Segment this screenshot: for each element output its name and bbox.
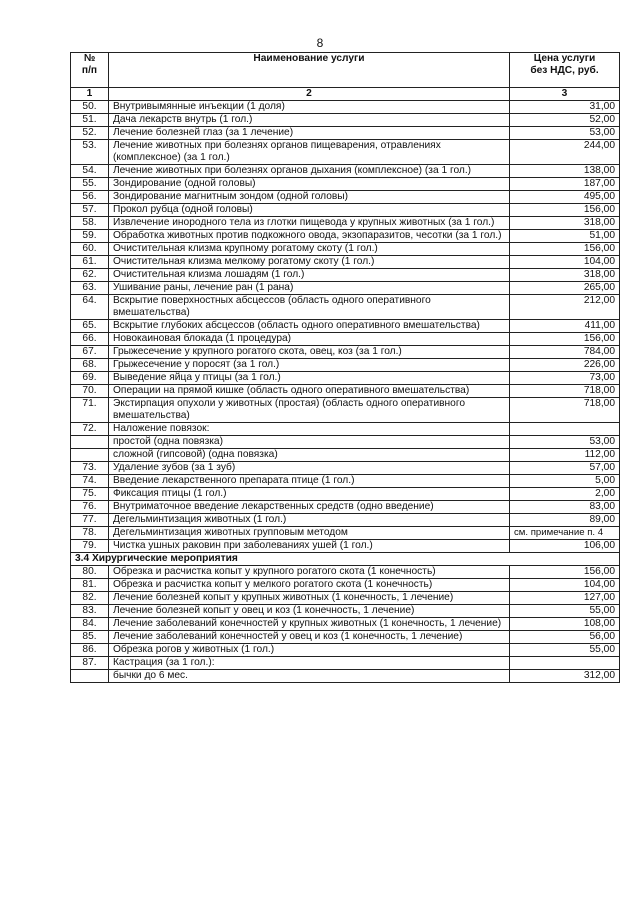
table-row [71,462,620,475]
header-num: № п/п [71,53,109,88]
header-price: Цена услуги без НДС, руб. [510,53,620,88]
row-number: 77. [71,514,109,527]
service-name: Операции на прямой кишке (область одного оперативного вмешательства) [109,385,510,398]
service-name: Дача лекарств внутрь (1 гол.) [109,114,510,127]
table-row [71,488,620,501]
price-value: 53,00 [510,127,620,140]
column-index: 1 [71,88,109,101]
service-name: Наложение повязок: [109,423,510,436]
table-row [71,333,620,346]
row-number: 57. [71,204,109,217]
service-name: Зондирование (одной головы) [109,178,510,191]
service-name: Лечение заболеваний конечностей у крупных животных (1 конечность, 1 лечение) [109,618,510,631]
price-value: 318,00 [510,269,620,282]
service-name: Кастрация (за 1 гол.): [109,657,510,670]
row-number: 78. [71,527,109,540]
service-name: Очистительная клизма лошадям (1 гол.) [109,269,510,282]
row-number: 69. [71,372,109,385]
service-name: Очистительная клизма мелкому рогатому скоту (1 гол.) [109,256,510,269]
service-name: Лечение болезней глаз (за 1 лечение) [109,127,510,140]
table-row [71,436,620,449]
price-value: 187,00 [510,178,620,191]
price-value: 104,00 [510,256,620,269]
row-number [71,449,109,462]
service-name: Грыжесечение у поросят (за 1 гол.) [109,359,510,372]
price-value: 52,00 [510,114,620,127]
row-number: 85. [71,631,109,644]
row-number: 87. [71,657,109,670]
row-number: 54. [71,165,109,178]
price-value: 138,00 [510,165,620,178]
price-value: 108,00 [510,618,620,631]
service-name: Лечение животных при болезнях органов пищеварения, отравлениях (комплексное) (за 1 гол.) [109,140,510,165]
service-name: Лечение животных при болезнях органов дыхания (комплексное) (за 1 гол.) [109,165,510,178]
price-value: 156,00 [510,566,620,579]
section-title: 3.4 Хирургические мероприятия [71,553,620,566]
price-note: см. примечание п. 4 [510,527,620,540]
table-row [71,114,620,127]
service-name: Лечение болезней копыт у крупных животных (1 конечность, 1 лечение) [109,592,510,605]
service-name: Лечение заболеваний конечностей у овец и коз (1 конечность, 1 лечение) [109,631,510,644]
row-number: 62. [71,269,109,282]
service-name: Вскрытие поверхностных абсцессов (область одного оперативного вмешательства) [109,295,510,320]
price-value: 83,00 [510,501,620,514]
table-row [71,592,620,605]
price-value: 104,00 [510,579,620,592]
service-name: Прокол рубца (одной головы) [109,204,510,217]
table-row [71,514,620,527]
price-value: 55,00 [510,644,620,657]
table-header-row [71,53,620,88]
service-name: Зондирование магнитным зондом (одной головы) [109,191,510,204]
price-value: 318,00 [510,217,620,230]
row-number: 64. [71,295,109,320]
row-number: 55. [71,178,109,191]
table-row [71,657,620,670]
table-row [71,269,620,282]
row-number: 72. [71,423,109,436]
price-value: 411,00 [510,320,620,333]
row-number: 51. [71,114,109,127]
table-row [71,320,620,333]
price-value: 2,00 [510,488,620,501]
section-heading-row [71,553,620,566]
table-row [71,372,620,385]
row-number: 82. [71,592,109,605]
price-value: 53,00 [510,436,620,449]
row-number: 75. [71,488,109,501]
price-value: 312,00 [510,670,620,683]
table-row [71,178,620,191]
service-subitem: сложной (гипсовой) (одна повязка) [109,449,510,462]
row-number: 84. [71,618,109,631]
row-number: 60. [71,243,109,256]
row-number: 76. [71,501,109,514]
table-row [71,243,620,256]
table-row [71,540,620,553]
service-name: Грыжесечение у крупного рогатого скота, овец, коз (за 1 гол.) [109,346,510,359]
price-value: 5,00 [510,475,620,488]
service-name: Обработка животных против подкожного овода, экзопаразитов, чесотки (за 1 гол.) [109,230,510,243]
table-row [71,101,620,114]
table-row [71,631,620,644]
row-number [71,670,109,683]
table-row [71,191,620,204]
table-row [71,230,620,243]
row-number: 68. [71,359,109,372]
row-number: 80. [71,566,109,579]
row-number: 71. [71,398,109,423]
price-value: 89,00 [510,514,620,527]
service-name: Вскрытие глубоких абсцессов (область одного оперативного вмешательства) [109,320,510,333]
service-name: Обрезка рогов у животных (1 гол.) [109,644,510,657]
table-row [71,423,620,436]
service-name: Чистка ушных раковин при заболеваниях ушей (1 гол.) [109,540,510,553]
price-value: 31,00 [510,101,620,114]
table-row [71,140,620,165]
service-name: Лечение болезней копыт у овец и коз (1 конечность, 1 лечение) [109,605,510,618]
table-row [71,204,620,217]
row-number: 86. [71,644,109,657]
table-row [71,501,620,514]
price-value: 226,00 [510,359,620,372]
page-number: 8 [316,36,324,50]
row-number: 61. [71,256,109,269]
table-row [71,256,620,269]
price-value: 73,00 [510,372,620,385]
column-index: 2 [109,88,510,101]
row-number: 70. [71,385,109,398]
row-number: 63. [71,282,109,295]
service-name: Очистительная клизма крупному рогатому скоту (1 гол.) [109,243,510,256]
table-row [71,605,620,618]
row-number: 66. [71,333,109,346]
table-row [71,217,620,230]
service-name: Обрезка и расчистка копыт у мелкого рогатого скота (1 конечность) [109,579,510,592]
row-number: 65. [71,320,109,333]
service-subitem: бычки до 6 мес. [109,670,510,683]
table-row [71,385,620,398]
price-value: 156,00 [510,204,620,217]
price-value: 127,00 [510,592,620,605]
price-value: 112,00 [510,449,620,462]
price-value: 495,00 [510,191,620,204]
table-row [71,618,620,631]
column-index: 3 [510,88,620,101]
table-row [71,527,620,540]
table-row [71,670,620,683]
price-value: 718,00 [510,385,620,398]
table-row [71,398,620,423]
row-number: 79. [71,540,109,553]
price-value: 156,00 [510,333,620,346]
price-value: 212,00 [510,295,620,320]
price-value: 156,00 [510,243,620,256]
price-value: 56,00 [510,631,620,644]
row-number: 50. [71,101,109,114]
price-table [70,52,620,683]
price-value: 265,00 [510,282,620,295]
row-number: 83. [71,605,109,618]
price-value: 244,00 [510,140,620,165]
row-number: 81. [71,579,109,592]
row-number: 56. [71,191,109,204]
price-value: 57,00 [510,462,620,475]
row-number: 67. [71,346,109,359]
price-value: 106,00 [510,540,620,553]
service-name: Внутривымянные инъекции (1 доля) [109,101,510,114]
price-value [510,657,620,670]
service-name: Экстирпация опухоли у животных (простая) (область одного оперативного вмешательства) [109,398,510,423]
table-row [71,475,620,488]
column-index-row [71,88,620,101]
price-value: 55,00 [510,605,620,618]
service-name: Удаление зубов (за 1 зуб) [109,462,510,475]
price-value: 784,00 [510,346,620,359]
service-name: Введение лекарственного препарата птице (1 гол.) [109,475,510,488]
price-value: 51,00 [510,230,620,243]
service-name: Дегельминтизация животных (1 гол.) [109,514,510,527]
service-name: Внутриматочное введение лекарственных средств (одно введение) [109,501,510,514]
header-service-name: Наименование услуги [109,53,510,88]
service-name: Фиксация птицы (1 гол.) [109,488,510,501]
table-row [71,644,620,657]
service-name: Новокаиновая блокада (1 процедура) [109,333,510,346]
row-number: 52. [71,127,109,140]
table-row [71,295,620,320]
table-row [71,282,620,295]
price-value [510,423,620,436]
service-name: Ушивание раны, лечение ран (1 рана) [109,282,510,295]
row-number: 58. [71,217,109,230]
service-name: Дегельминтизация животных групповым методом [109,527,510,540]
table-row [71,165,620,178]
row-number: 59. [71,230,109,243]
row-number: 73. [71,462,109,475]
service-subitem: простой (одна повязка) [109,436,510,449]
table-row [71,449,620,462]
price-value: 718,00 [510,398,620,423]
service-name: Извлечение инородного тела из глотки пищевода у крупных животных (за 1 гол.) [109,217,510,230]
table-row [71,359,620,372]
table-row [71,579,620,592]
table-row [71,346,620,359]
row-number [71,436,109,449]
table-body [71,101,620,683]
row-number: 53. [71,140,109,165]
row-number: 74. [71,475,109,488]
table-row [71,127,620,140]
service-name: Выведение яйца у птицы (за 1 гол.) [109,372,510,385]
table-row [71,566,620,579]
service-name: Обрезка и расчистка копыт у крупного рогатого скота (1 конечность) [109,566,510,579]
